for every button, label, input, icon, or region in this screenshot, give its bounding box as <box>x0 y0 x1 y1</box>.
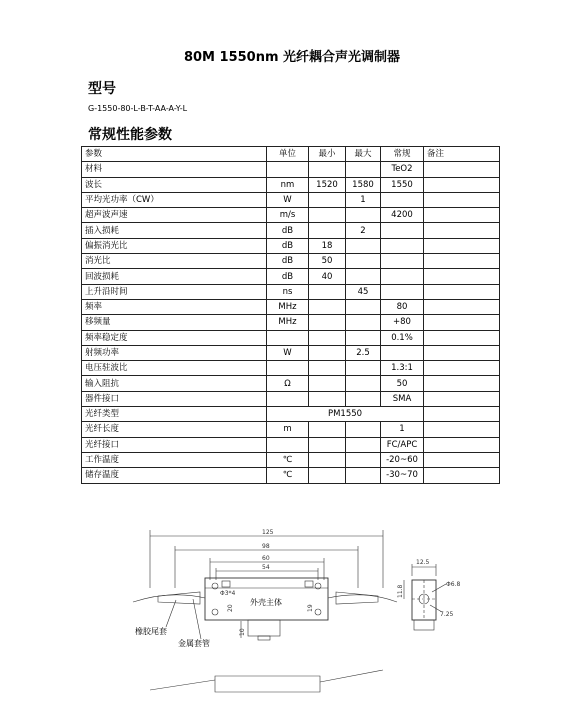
table-cell: 50 <box>381 376 424 391</box>
table-cell <box>309 345 346 360</box>
table-row <box>82 299 500 314</box>
table-cell <box>309 391 346 406</box>
table-cell: MHz <box>267 315 309 330</box>
table-cell: dB <box>267 238 309 253</box>
dim-20: 20 <box>227 604 234 612</box>
table-cell: ℃ <box>267 468 309 483</box>
table-cell: MHz <box>267 299 309 314</box>
table-row <box>82 468 500 483</box>
table-cell <box>309 315 346 330</box>
table-cell: 电压驻波比 <box>82 361 267 376</box>
table-cell <box>267 361 309 376</box>
table-cell <box>346 299 381 314</box>
table-cell <box>424 345 500 360</box>
dim-98: 98 <box>262 543 270 550</box>
table-cell: 80 <box>381 299 424 314</box>
table-cell: 4200 <box>381 208 424 223</box>
table-cell: dB <box>267 254 309 269</box>
table-cell <box>346 391 381 406</box>
table-cell: 器件接口 <box>82 391 267 406</box>
table-cell: 1 <box>346 192 381 207</box>
table-cell: Ω <box>267 376 309 391</box>
table-cell <box>346 437 381 452</box>
table-cell <box>267 162 309 177</box>
dimension-drawing <box>0 520 584 725</box>
table-cell: 回波损耗 <box>82 269 267 284</box>
dim-12-5: 12.5 <box>416 559 430 566</box>
table-row <box>82 361 500 376</box>
table-cell: nm <box>267 177 309 192</box>
dim-7-25: 7.25 <box>440 611 454 618</box>
table-cell: TeO2 <box>381 162 424 177</box>
table-cell <box>309 162 346 177</box>
table-cell <box>424 452 500 467</box>
table-cell: 储存温度 <box>82 468 267 483</box>
table-cell <box>346 208 381 223</box>
table-cell <box>424 407 500 422</box>
table-cell: 1 <box>381 422 424 437</box>
table-cell: 1.3:1 <box>381 361 424 376</box>
table-cell <box>424 468 500 483</box>
table-row <box>82 208 500 223</box>
table-cell <box>346 162 381 177</box>
dim-54: 54 <box>262 564 270 571</box>
table-cell <box>381 238 424 253</box>
table-cell: 常规 <box>381 147 424 162</box>
table-cell <box>309 192 346 207</box>
table-cell <box>424 269 500 284</box>
table-cell <box>381 192 424 207</box>
table-cell <box>267 437 309 452</box>
table-cell <box>381 284 424 299</box>
table-row <box>82 238 500 253</box>
table-cell <box>267 330 309 345</box>
table-cell: 1550 <box>381 177 424 192</box>
table-cell: 2.5 <box>346 345 381 360</box>
spec-table <box>81 146 500 484</box>
table-cell: 输入阻抗 <box>82 376 267 391</box>
table-cell: 工作温度 <box>82 452 267 467</box>
table-row <box>82 192 500 207</box>
table-cell <box>346 422 381 437</box>
table-cell <box>424 223 500 238</box>
table-cell <box>381 345 424 360</box>
table-cell <box>309 330 346 345</box>
perf-heading: 常规性能参数 <box>88 127 172 143</box>
table-cell <box>267 391 309 406</box>
table-cell <box>424 391 500 406</box>
table-cell: dB <box>267 269 309 284</box>
table-cell <box>309 468 346 483</box>
table-cell: 备注 <box>424 147 500 162</box>
table-cell <box>424 361 500 376</box>
table-cell: 光纤长度 <box>82 422 267 437</box>
table-row <box>82 254 500 269</box>
table-cell: ns <box>267 284 309 299</box>
table-cell <box>346 361 381 376</box>
table-cell: 偏振消光比 <box>82 238 267 253</box>
table-cell: 40 <box>309 269 346 284</box>
dim-125: 125 <box>262 529 274 536</box>
table-cell: 18 <box>309 238 346 253</box>
model-code: G-1550-80-L-B-T-AA-A-Y-L <box>88 104 188 113</box>
table-row <box>82 376 500 391</box>
table-cell: ℃ <box>267 452 309 467</box>
table-cell <box>309 208 346 223</box>
table-cell <box>309 376 346 391</box>
table-cell: 0.1% <box>381 330 424 345</box>
dim-60: 60 <box>262 555 270 562</box>
table-cell <box>346 315 381 330</box>
hole-label: Φ3*4 <box>220 590 236 597</box>
table-cell: m/s <box>267 208 309 223</box>
table-row <box>82 391 500 406</box>
document-title: 80M 1550nm 光纤耦合声光调制器 <box>183 50 401 65</box>
table-row <box>82 422 500 437</box>
model-heading: 型号 <box>88 81 116 97</box>
table-cell: 消光比 <box>82 254 267 269</box>
table-cell <box>424 422 500 437</box>
dim-19: 19 <box>307 604 314 612</box>
table-row <box>82 315 500 330</box>
table-row <box>82 452 500 467</box>
table-cell: 1580 <box>346 177 381 192</box>
table-row <box>82 223 500 238</box>
table-cell: W <box>267 192 309 207</box>
table-cell <box>424 208 500 223</box>
table-cell: 移频量 <box>82 315 267 330</box>
table-cell <box>424 299 500 314</box>
table-row <box>82 147 500 162</box>
table-cell: W <box>267 345 309 360</box>
table-cell: 插入损耗 <box>82 223 267 238</box>
table-cell: SMA <box>381 391 424 406</box>
table-cell <box>381 254 424 269</box>
table-cell: 单位 <box>267 147 309 162</box>
dim-phi-6-8: Φ6.8 <box>446 581 461 588</box>
table-cell: dB <box>267 223 309 238</box>
table-cell: FC/APC <box>381 437 424 452</box>
table-cell <box>424 238 500 253</box>
table-cell: -30~70 <box>381 468 424 483</box>
table-cell <box>346 254 381 269</box>
table-cell: 上升沿时间 <box>82 284 267 299</box>
table-cell <box>309 361 346 376</box>
table-cell <box>346 452 381 467</box>
table-cell <box>309 299 346 314</box>
table-cell: 45 <box>346 284 381 299</box>
table-cell <box>424 376 500 391</box>
table-cell <box>309 284 346 299</box>
table-cell: 2 <box>346 223 381 238</box>
table-cell <box>424 437 500 452</box>
table-cell <box>346 330 381 345</box>
table-cell <box>346 269 381 284</box>
dim-11-8: 11.8 <box>397 584 404 598</box>
table-row <box>82 162 500 177</box>
table-cell <box>309 422 346 437</box>
table-cell <box>424 330 500 345</box>
table-cell: 最大 <box>346 147 381 162</box>
table-cell <box>381 269 424 284</box>
table-row <box>82 437 500 452</box>
table-cell: 材料 <box>82 162 267 177</box>
table-cell <box>346 376 381 391</box>
table-row <box>82 284 500 299</box>
table-row <box>82 345 500 360</box>
table-cell <box>424 315 500 330</box>
table-cell: 光纤类型 <box>82 407 267 422</box>
table-cell: 波长 <box>82 177 267 192</box>
metal-sleeve-label: 金属套管 <box>178 639 210 648</box>
table-cell <box>309 223 346 238</box>
table-cell: 频率 <box>82 299 267 314</box>
table-cell: 超声波声速 <box>82 208 267 223</box>
table-cell <box>424 177 500 192</box>
table-cell: -20~60 <box>381 452 424 467</box>
table-cell <box>424 162 500 177</box>
table-cell: 频率稳定度 <box>82 330 267 345</box>
table-cell: +80 <box>381 315 424 330</box>
table-row <box>82 407 500 422</box>
table-cell <box>424 284 500 299</box>
table-row <box>82 177 500 192</box>
table-cell <box>424 254 500 269</box>
table-cell: 光纤接口 <box>82 437 267 452</box>
table-row <box>82 330 500 345</box>
table-cell: 参数 <box>82 147 267 162</box>
housing-label: 外壳主体 <box>250 598 282 607</box>
table-cell: 最小 <box>309 147 346 162</box>
table-cell: 1520 <box>309 177 346 192</box>
table-cell <box>346 468 381 483</box>
table-cell: 射频功率 <box>82 345 267 360</box>
dim-10: 10 <box>239 628 246 636</box>
table-cell: m <box>267 422 309 437</box>
table-row <box>82 269 500 284</box>
table-cell <box>309 437 346 452</box>
table-cell: 50 <box>309 254 346 269</box>
rubber-boot-label: 橡胶尾套 <box>135 627 167 636</box>
table-cell <box>381 223 424 238</box>
table-cell <box>346 238 381 253</box>
table-cell <box>424 192 500 207</box>
table-cell <box>309 452 346 467</box>
table-cell: 平均光功率（CW） <box>82 192 267 207</box>
table-cell: PM1550 <box>267 407 424 422</box>
